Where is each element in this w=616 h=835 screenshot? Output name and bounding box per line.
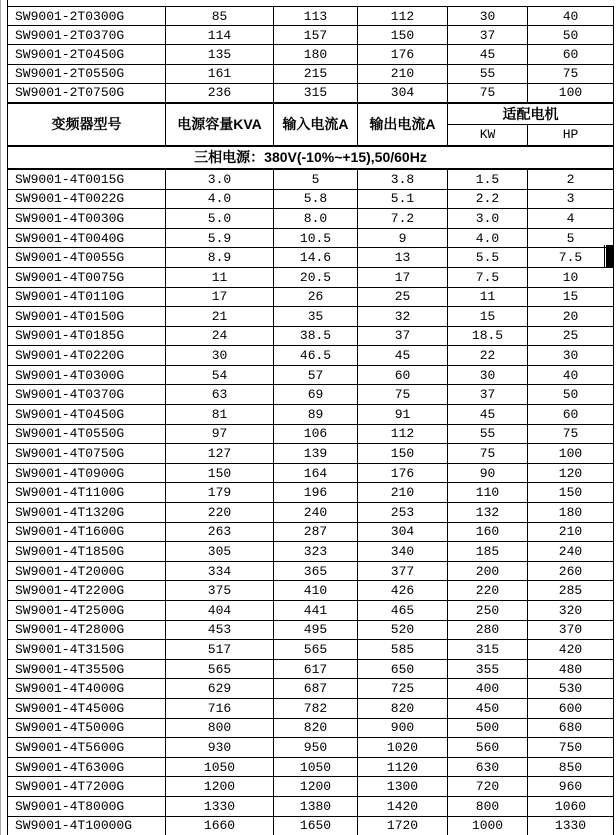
value-cell: 1200 bbox=[166, 777, 274, 797]
value-cell: 629 bbox=[166, 679, 274, 699]
value-cell: 250 bbox=[448, 601, 528, 621]
table-row bbox=[8, 620, 614, 640]
value-cell: 287 bbox=[274, 522, 358, 542]
value-cell: 45 bbox=[448, 405, 528, 425]
value-cell: 30 bbox=[448, 365, 528, 385]
model-cell: SW9001-4T0075G bbox=[8, 267, 166, 287]
value-cell: 340 bbox=[358, 542, 448, 562]
table-row bbox=[8, 365, 614, 385]
model-cell: SW9001-4T0550G bbox=[8, 424, 166, 444]
value-cell: 15 bbox=[448, 307, 528, 327]
value-cell: 132 bbox=[448, 503, 528, 523]
value-cell: 4.0 bbox=[166, 189, 274, 209]
value-cell: 355 bbox=[448, 659, 528, 679]
value-cell: 285 bbox=[528, 581, 614, 601]
value-cell: 7.5 bbox=[528, 248, 614, 268]
value-cell: 196 bbox=[274, 483, 358, 503]
col-header-kw: KW bbox=[448, 124, 528, 146]
col-header-input-current: 输入电流A bbox=[274, 103, 358, 146]
table-row bbox=[8, 346, 614, 366]
value-cell: 263 bbox=[166, 522, 274, 542]
value-cell: 305 bbox=[166, 542, 274, 562]
value-cell: 5.0 bbox=[166, 209, 274, 229]
value-cell: 17 bbox=[166, 287, 274, 307]
value-cell: 110 bbox=[448, 483, 528, 503]
selection-artifact-bar bbox=[606, 245, 614, 267]
value-cell: 441 bbox=[274, 601, 358, 621]
value-cell: 1020 bbox=[358, 738, 448, 758]
model-cell: SW9001-4T8000G bbox=[8, 796, 166, 816]
value-cell: 5.5 bbox=[448, 248, 528, 268]
screen-edge-line bbox=[0, 0, 1, 835]
value-cell: 150 bbox=[358, 26, 448, 45]
table-row bbox=[8, 503, 614, 523]
value-cell: 8.0 bbox=[274, 209, 358, 229]
value-cell: 240 bbox=[528, 542, 614, 562]
model-cell: SW9001-4T3550G bbox=[8, 659, 166, 679]
value-cell: 630 bbox=[448, 757, 528, 777]
model-cell: SW9001-4T2000G bbox=[8, 561, 166, 581]
value-cell: 63 bbox=[166, 385, 274, 405]
value-cell: 32 bbox=[358, 307, 448, 327]
model-cell: SW9001-4T0055G bbox=[8, 248, 166, 268]
value-cell: 820 bbox=[358, 698, 448, 718]
model-cell: SW9001-2T0750G bbox=[8, 83, 166, 103]
table-row bbox=[8, 169, 614, 189]
col-header-capacity: 电源容量KVA bbox=[166, 103, 274, 146]
value-cell: 11 bbox=[166, 267, 274, 287]
value-cell: 55 bbox=[448, 424, 528, 444]
value-cell: 22 bbox=[448, 346, 528, 366]
value-cell: 680 bbox=[528, 718, 614, 738]
value-cell: 520 bbox=[358, 620, 448, 640]
value-cell: 150 bbox=[528, 483, 614, 503]
value-cell: 161 bbox=[166, 64, 274, 83]
value-cell: 210 bbox=[358, 64, 448, 83]
table-row bbox=[8, 738, 614, 758]
value-cell: 179 bbox=[166, 483, 274, 503]
value-cell: 1120 bbox=[358, 757, 448, 777]
value-cell: 40 bbox=[528, 365, 614, 385]
table-row bbox=[8, 542, 614, 562]
model-cell: SW9001-4T0450G bbox=[8, 405, 166, 425]
value-cell: 54 bbox=[166, 365, 274, 385]
value-cell: 782 bbox=[274, 698, 358, 718]
table-row bbox=[8, 26, 614, 45]
value-cell: 24 bbox=[166, 326, 274, 346]
model-cell: SW9001-4T2500G bbox=[8, 601, 166, 621]
value-cell: 112 bbox=[358, 7, 448, 26]
value-cell: 13 bbox=[358, 248, 448, 268]
value-cell: 315 bbox=[448, 640, 528, 660]
value-cell: 210 bbox=[528, 522, 614, 542]
value-cell: 1380 bbox=[274, 796, 358, 816]
value-cell: 565 bbox=[274, 640, 358, 660]
table-row bbox=[8, 209, 614, 229]
value-cell: 30 bbox=[166, 346, 274, 366]
value-cell: 1330 bbox=[528, 816, 614, 835]
value-cell: 365 bbox=[274, 561, 358, 581]
value-cell: 600 bbox=[528, 698, 614, 718]
value-cell: 75 bbox=[528, 64, 614, 83]
value-cell: 720 bbox=[448, 777, 528, 797]
value-cell: 530 bbox=[528, 679, 614, 699]
value-cell: 1300 bbox=[358, 777, 448, 797]
table-row bbox=[8, 796, 614, 816]
value-cell: 320 bbox=[528, 601, 614, 621]
value-cell: 930 bbox=[166, 738, 274, 758]
value-cell: 3.0 bbox=[166, 169, 274, 189]
selection-artifact-line bbox=[604, 245, 605, 267]
model-cell: SW9001-4T6300G bbox=[8, 757, 166, 777]
table-row bbox=[8, 405, 614, 425]
model-cell: SW9001-4T4500G bbox=[8, 698, 166, 718]
value-cell: 3 bbox=[528, 189, 614, 209]
table-row bbox=[8, 307, 614, 327]
value-cell: 404 bbox=[166, 601, 274, 621]
table-row bbox=[8, 777, 614, 797]
table-row bbox=[8, 424, 614, 444]
value-cell: 304 bbox=[358, 83, 448, 103]
table-row bbox=[8, 718, 614, 738]
value-cell: 220 bbox=[448, 581, 528, 601]
table-row bbox=[8, 64, 614, 83]
table-row bbox=[8, 228, 614, 248]
value-cell: 716 bbox=[166, 698, 274, 718]
value-cell: 370 bbox=[528, 620, 614, 640]
header-row-main bbox=[8, 103, 614, 125]
value-cell: 55 bbox=[448, 64, 528, 83]
table-row bbox=[8, 659, 614, 679]
value-cell: 114 bbox=[166, 26, 274, 45]
value-cell: 1660 bbox=[166, 816, 274, 835]
col-header-model: 变频器型号 bbox=[8, 103, 166, 146]
power-note: 三相电源：380V(-10%~+15),50/60Hz bbox=[8, 146, 614, 169]
value-cell: 135 bbox=[166, 45, 274, 64]
value-cell: 950 bbox=[274, 738, 358, 758]
value-cell: 1060 bbox=[528, 796, 614, 816]
value-cell: 800 bbox=[166, 718, 274, 738]
value-cell: 17 bbox=[358, 267, 448, 287]
value-cell: 127 bbox=[166, 444, 274, 464]
value-cell: 10 bbox=[528, 267, 614, 287]
col-header-motor: 适配电机 bbox=[448, 103, 614, 125]
value-cell: 15 bbox=[528, 287, 614, 307]
table-row bbox=[8, 483, 614, 503]
value-cell: 687 bbox=[274, 679, 358, 699]
value-cell: 315 bbox=[274, 83, 358, 103]
table-row bbox=[8, 816, 614, 835]
value-cell: 100 bbox=[528, 83, 614, 103]
value-cell: 377 bbox=[358, 561, 448, 581]
value-cell: 30 bbox=[448, 7, 528, 26]
model-cell: SW9001-4T0022G bbox=[8, 189, 166, 209]
value-cell: 323 bbox=[274, 542, 358, 562]
value-cell: 97 bbox=[166, 424, 274, 444]
value-cell: 650 bbox=[358, 659, 448, 679]
table-row bbox=[8, 679, 614, 699]
value-cell: 89 bbox=[274, 405, 358, 425]
value-cell: 426 bbox=[358, 581, 448, 601]
value-cell: 1200 bbox=[274, 777, 358, 797]
model-cell: SW9001-4T0220G bbox=[8, 346, 166, 366]
value-cell: 112 bbox=[358, 424, 448, 444]
table-row bbox=[8, 189, 614, 209]
model-cell: SW9001-4T2800G bbox=[8, 620, 166, 640]
value-cell: 5.1 bbox=[358, 189, 448, 209]
value-cell: 3.0 bbox=[448, 209, 528, 229]
value-cell: 420 bbox=[528, 640, 614, 660]
model-cell: SW9001-4T4000G bbox=[8, 679, 166, 699]
value-cell: 37 bbox=[448, 385, 528, 405]
value-cell: 25 bbox=[358, 287, 448, 307]
value-cell: 100 bbox=[528, 444, 614, 464]
value-cell: 18.5 bbox=[448, 326, 528, 346]
value-cell: 3.8 bbox=[358, 169, 448, 189]
value-cell: 800 bbox=[448, 796, 528, 816]
model-cell: SW9001-2T0300G bbox=[8, 7, 166, 26]
value-cell: 120 bbox=[528, 463, 614, 483]
table-row bbox=[8, 522, 614, 542]
value-cell: 91 bbox=[358, 405, 448, 425]
model-cell: SW9001-4T0370G bbox=[8, 385, 166, 405]
value-cell: 185 bbox=[448, 542, 528, 562]
model-cell: SW9001-4T0900G bbox=[8, 463, 166, 483]
power-note-section bbox=[8, 146, 614, 169]
value-cell: 25 bbox=[528, 326, 614, 346]
value-cell: 30 bbox=[528, 346, 614, 366]
value-cell: 236 bbox=[166, 83, 274, 103]
value-cell: 45 bbox=[448, 45, 528, 64]
model-cell: SW9001-4T2200G bbox=[8, 581, 166, 601]
table-row bbox=[8, 698, 614, 718]
value-cell: 820 bbox=[274, 718, 358, 738]
model-cell: SW9001-4T0040G bbox=[8, 228, 166, 248]
value-cell: 176 bbox=[358, 45, 448, 64]
model-cell: SW9001-4T0150G bbox=[8, 307, 166, 327]
value-cell: 750 bbox=[528, 738, 614, 758]
table-header bbox=[8, 103, 614, 146]
value-cell: 75 bbox=[528, 424, 614, 444]
table-row bbox=[8, 7, 614, 26]
value-cell: 160 bbox=[448, 522, 528, 542]
value-cell: 585 bbox=[358, 640, 448, 660]
model-cell: SW9001-4T0185G bbox=[8, 326, 166, 346]
model-cell: SW9001-4T1850G bbox=[8, 542, 166, 562]
model-cell: SW9001-4T5000G bbox=[8, 718, 166, 738]
value-cell: 21 bbox=[166, 307, 274, 327]
model-cell: SW9001-4T0030G bbox=[8, 209, 166, 229]
value-cell: 1.5 bbox=[448, 169, 528, 189]
value-cell: 26 bbox=[274, 287, 358, 307]
value-cell: 37 bbox=[448, 26, 528, 45]
value-cell: 560 bbox=[448, 738, 528, 758]
value-cell: 60 bbox=[528, 405, 614, 425]
value-cell: 1330 bbox=[166, 796, 274, 816]
table-row bbox=[8, 640, 614, 660]
value-cell: 1420 bbox=[358, 796, 448, 816]
model-cell: SW9001-4T0015G bbox=[8, 169, 166, 189]
value-cell: 8.9 bbox=[166, 248, 274, 268]
value-cell: 4.0 bbox=[448, 228, 528, 248]
table-row bbox=[8, 463, 614, 483]
value-cell: 375 bbox=[166, 581, 274, 601]
value-cell: 20.5 bbox=[274, 267, 358, 287]
value-cell: 900 bbox=[358, 718, 448, 738]
table-row bbox=[8, 581, 614, 601]
value-cell: 7.5 bbox=[448, 267, 528, 287]
value-cell: 565 bbox=[166, 659, 274, 679]
value-cell: 37 bbox=[358, 326, 448, 346]
value-cell: 617 bbox=[274, 659, 358, 679]
section-2t-rows bbox=[8, 7, 614, 103]
value-cell: 40 bbox=[528, 7, 614, 26]
value-cell: 725 bbox=[358, 679, 448, 699]
value-cell: 453 bbox=[166, 620, 274, 640]
value-cell: 220 bbox=[166, 503, 274, 523]
col-header-hp: HP bbox=[528, 124, 614, 146]
value-cell: 517 bbox=[166, 640, 274, 660]
value-cell: 9 bbox=[358, 228, 448, 248]
value-cell: 113 bbox=[274, 7, 358, 26]
value-cell: 75 bbox=[358, 385, 448, 405]
value-cell: 334 bbox=[166, 561, 274, 581]
value-cell: 85 bbox=[166, 7, 274, 26]
value-cell: 215 bbox=[274, 64, 358, 83]
value-cell: 480 bbox=[528, 659, 614, 679]
value-cell: 450 bbox=[448, 698, 528, 718]
value-cell: 180 bbox=[528, 503, 614, 523]
value-cell: 164 bbox=[274, 463, 358, 483]
model-cell: SW9001-4T10000G bbox=[8, 816, 166, 835]
value-cell: 35 bbox=[274, 307, 358, 327]
model-cell: SW9001-4T1320G bbox=[8, 503, 166, 523]
value-cell: 5.9 bbox=[166, 228, 274, 248]
model-cell: SW9001-4T5600G bbox=[8, 738, 166, 758]
value-cell: 5 bbox=[528, 228, 614, 248]
section-4t-rows bbox=[8, 169, 614, 835]
value-cell: 50 bbox=[528, 26, 614, 45]
value-cell: 150 bbox=[358, 444, 448, 464]
model-cell: SW9001-4T1100G bbox=[8, 483, 166, 503]
table-row bbox=[8, 444, 614, 464]
value-cell: 240 bbox=[274, 503, 358, 523]
value-cell: 157 bbox=[274, 26, 358, 45]
value-cell: 90 bbox=[448, 463, 528, 483]
value-cell: 139 bbox=[274, 444, 358, 464]
value-cell: 106 bbox=[274, 424, 358, 444]
table-row bbox=[8, 45, 614, 64]
value-cell: 57 bbox=[274, 365, 358, 385]
value-cell: 14.6 bbox=[274, 248, 358, 268]
table-row bbox=[8, 287, 614, 307]
value-cell: 5.8 bbox=[274, 189, 358, 209]
value-cell: 260 bbox=[528, 561, 614, 581]
model-cell: SW9001-2T0370G bbox=[8, 26, 166, 45]
value-cell: 5 bbox=[274, 169, 358, 189]
model-cell: SW9001-4T0300G bbox=[8, 365, 166, 385]
value-cell: 11 bbox=[448, 287, 528, 307]
value-cell: 253 bbox=[358, 503, 448, 523]
value-cell: 304 bbox=[358, 522, 448, 542]
value-cell: 7.2 bbox=[358, 209, 448, 229]
value-cell: 4 bbox=[528, 209, 614, 229]
value-cell: 176 bbox=[358, 463, 448, 483]
col-header-output-current: 输出电流A bbox=[358, 103, 448, 146]
value-cell: 850 bbox=[528, 757, 614, 777]
value-cell: 400 bbox=[448, 679, 528, 699]
spec-table bbox=[7, 6, 614, 835]
power-note-row bbox=[8, 146, 614, 169]
value-cell: 46.5 bbox=[274, 346, 358, 366]
model-cell: SW9001-2T0550G bbox=[8, 64, 166, 83]
value-cell: 50 bbox=[528, 385, 614, 405]
value-cell: 81 bbox=[166, 405, 274, 425]
value-cell: 1050 bbox=[166, 757, 274, 777]
table-row bbox=[8, 601, 614, 621]
value-cell: 1720 bbox=[358, 816, 448, 835]
value-cell: 495 bbox=[274, 620, 358, 640]
value-cell: 410 bbox=[274, 581, 358, 601]
value-cell: 38.5 bbox=[274, 326, 358, 346]
value-cell: 2.2 bbox=[448, 189, 528, 209]
value-cell: 20 bbox=[528, 307, 614, 327]
value-cell: 150 bbox=[166, 463, 274, 483]
value-cell: 1000 bbox=[448, 816, 528, 835]
value-cell: 1650 bbox=[274, 816, 358, 835]
value-cell: 960 bbox=[528, 777, 614, 797]
table-row bbox=[8, 561, 614, 581]
model-cell: SW9001-4T1600G bbox=[8, 522, 166, 542]
value-cell: 2 bbox=[528, 169, 614, 189]
value-cell: 1050 bbox=[274, 757, 358, 777]
value-cell: 60 bbox=[528, 45, 614, 64]
model-cell: SW9001-4T0750G bbox=[8, 444, 166, 464]
value-cell: 500 bbox=[448, 718, 528, 738]
value-cell: 45 bbox=[358, 346, 448, 366]
value-cell: 210 bbox=[358, 483, 448, 503]
value-cell: 75 bbox=[448, 444, 528, 464]
table-row bbox=[8, 326, 614, 346]
table-row bbox=[8, 248, 614, 268]
value-cell: 10.5 bbox=[274, 228, 358, 248]
model-cell: SW9001-2T0450G bbox=[8, 45, 166, 64]
value-cell: 180 bbox=[274, 45, 358, 64]
value-cell: 75 bbox=[448, 83, 528, 103]
value-cell: 280 bbox=[448, 620, 528, 640]
table-row bbox=[8, 757, 614, 777]
model-cell: SW9001-4T7200G bbox=[8, 777, 166, 797]
table-row bbox=[8, 267, 614, 287]
value-cell: 200 bbox=[448, 561, 528, 581]
table-row bbox=[8, 83, 614, 103]
value-cell: 60 bbox=[358, 365, 448, 385]
model-cell: SW9001-4T0110G bbox=[8, 287, 166, 307]
model-cell: SW9001-4T3150G bbox=[8, 640, 166, 660]
value-cell: 69 bbox=[274, 385, 358, 405]
value-cell: 465 bbox=[358, 601, 448, 621]
table-row bbox=[8, 385, 614, 405]
